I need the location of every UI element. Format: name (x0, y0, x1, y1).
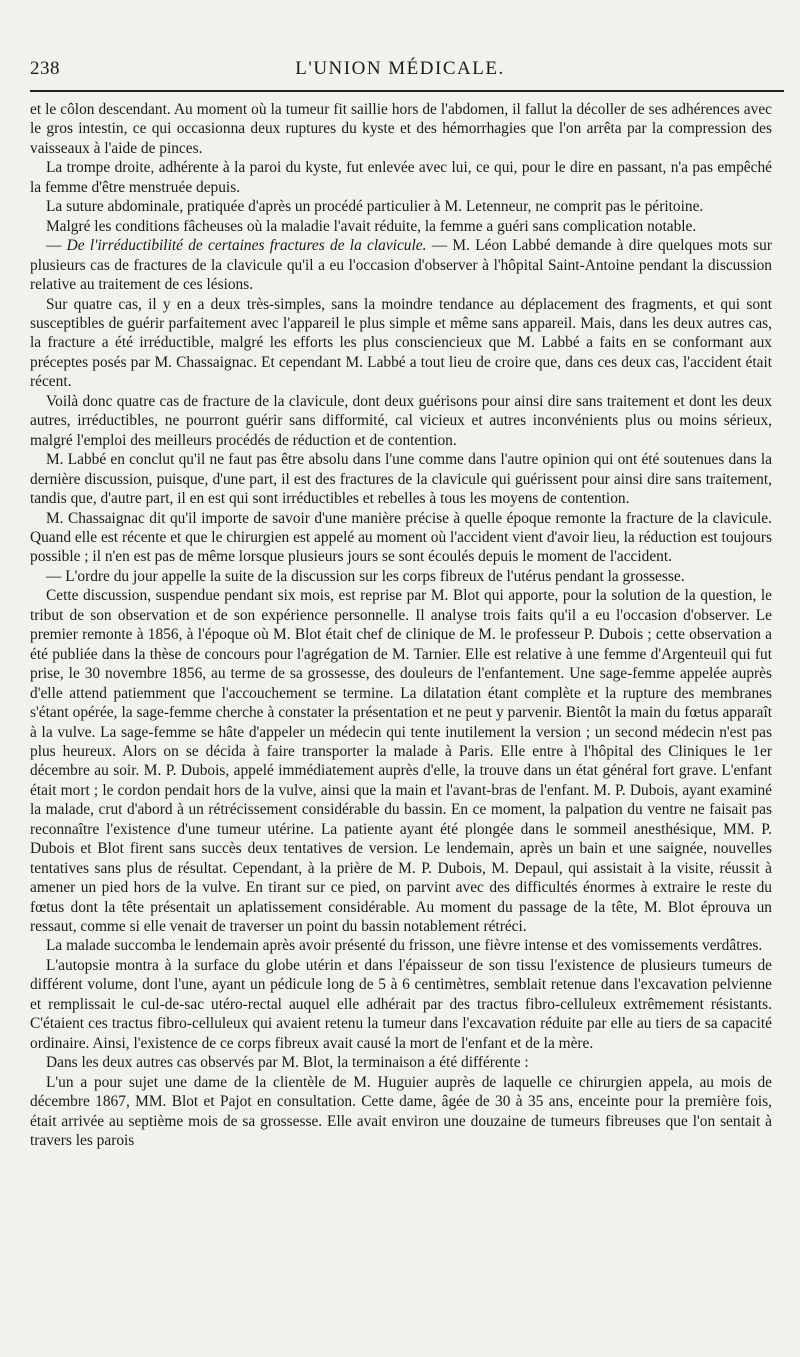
paragraph: Voilà donc quatre cas de fracture de la clavicule, dont deux guérisons pour ainsi dire sans traitement et dont les deux autres, irréductibles, ne pourront guérir sans difformité, cal vicieux et autres inconvénients plus ou moins sérieux, malgré l'emploi des meilleurs procédés de réduction et de contention. (30, 392, 772, 449)
running-title: L'UNION MÉDICALE. (295, 58, 505, 79)
paragraph: La trompe droite, adhérente à la paroi du kyste, fut enlevée avec lui, ce qui, pour le dire en passant, n'a pas empêché la femme d'être menstruée depuis. (30, 159, 772, 196)
header-rule (30, 90, 784, 92)
paragraph: Sur quatre cas, il y en a deux très-simples, sans la moindre tendance au déplacement des fragments, et qui sont susceptibles de guérir parfaitement avec l'appareil le plus simple et même sans appareil. Mais, dans les deux autres cas, la fracture a été irréductible, malgré les efforts les plus consciencieux que M. Labbé a faits en se conformant aux préceptes posés par M. Chassaignac. Et cependant M. Labbé a tout lieu de croire que, dans ces deux cas, l'accident était récent. (30, 295, 772, 391)
section-heading: De l'irréductibilité de certaines fractures de la clavicule. (66, 237, 427, 255)
page-number: 238 (30, 58, 60, 79)
paragraph: M. Labbé en conclut qu'il ne faut pas être absolu dans l'une comme dans l'autre opinion qui ont été soutenues dans la dernière discussion, puisque, d'une part, il est des fractures de la clavicule qui guérissent pour ainsi dire sans traitement, tandis que, d'autre part, il en est qui sont irréductibles et rebelles à tous les moyens de contention. (30, 451, 772, 508)
paragraph: Dans les deux autres cas observés par M. Blot, la terminaison a été différente : (46, 1054, 529, 1072)
section-text: M. Léon Labbé demande à dire quelques mots sur plusieurs cas de fractures de la clavicule qu'il a eu l'occasion d'observer à l'hôpital Saint-Antoine pendant la discussion relative au traitement de ces lésions. (30, 237, 772, 294)
paragraph: La suture abdominale, pratiquée d'après un procédé particulier à M. Letenneur, ne comprit pas le péritoine. (46, 198, 704, 216)
paragraph: L'autopsie montra à la surface du globe utérin et dans l'épaisseur de son tissu l'existence de plusieurs tumeurs de différent volume, dont l'une, ayant un pédicule long de 5 à 6 centimètres, semblait retenue dans l'excavation pelvienne et remplissait le cul-de-sac utéro-rectal auquel elle adhérait par des tractus fibro-celluleux extrêmement résistants. C'étaient ces tractus fibro-celluleux qui avaient retenu la tumeur dans l'excavation réduite par elle au tiers de sa capacité ordinaire. Ainsi, l'existence de ce corps fibreux avait causé la mort de l'enfant et de la mère. (30, 956, 772, 1052)
paragraph: M. Chassaignac dit qu'il importe de savoir d'une manière précise à quelle époque remonte la fracture de la clavicule. Quand elle est récente et que le chirurgien est appelé au moment où l'accident vient d'avoir lieu, la réduction est toujours possible ; il n'en est pas de même lorsque plusieurs jours se sont écoulés depuis le moment de l'accident. (30, 509, 772, 566)
paragraph: Malgré les conditions fâcheuses où la maladie l'avait réduite, la femme a guéri sans complication notable. (46, 217, 697, 235)
paragraph: et le côlon descendant. Au moment où la tumeur fit saillie hors de l'abdomen, il fallut la décoller de ses adhérences avec le gros intestin, ce qui occasionna deux ruptures du kyste et des hémorrhagies que l'on arrêta par la compression des vaisseaux à l'aide de pinces. (30, 101, 772, 157)
page-header (30, 58, 770, 88)
paragraph: Cette discussion, suspendue pendant six mois, est reprise par M. Blot qui apporte, pour la solution de la question, le tribut de son observation et de son expérience personnelle. Il analyse trois faits qu'il a eu l'occasion d'observer. Le premier remonte à 1856, à l'époque où M. Blot était chef de clinique de M. le professeur P. Dubois ; cette observation a été publiée dans la thèse de concours pour l'agrégation de M. Tarnier. Elle est relative à une femme d'Argenteuil qui fut prise, le 30 novembre 1856, au terme de sa grossesse, des douleurs de l'enfantement. Une sage-femme appelée auprès d'elle attend patiemment que l'accouchement se termine. La dilatation étant complète et la rupture des membranes s'étant opérée, la sage-femme cherche à constater la présentation et ne peut y parvenir. Bientôt la main du fœtus apparaît à la vulve. La sage-femme se hâte d'appeler un médecin qui tente inutilement la version ; un second médecin n'est pas plus heureux. Alors on se décida à faire transporter la malade à Paris. Elle entre à l'hôpital des Cliniques le 1er décembre au soir. M. P. Dubois, appelé immédiatement auprès d'elle, la trouve dans un état général fort grave. L'enfant était mort ; le cordon pendait hors de la vulve, ainsi que la main et l'avant-bras de l'enfant. M. P. Dubois, ayant examiné la malade, crut d'abord à un rétrécissement considérable du bassin. En ce moment, la palpation du ventre ne faisait pas reconnaître l'existence d'une tumeur utérine. La patiente ayant été plongée dans le sommeil anesthésique, MM. P. Dubois et Blot firent sans succès deux tentatives de version. Le lendemain, après un bain et une saignée, nouvelles tentatives sans plus de résultat. Cependant, à la prière de M. P. Dubois, M. Depaul, qui assistait à la visite, réussit à amener un pied hors de la vulve. En tirant sur ce pied, on parvint avec des difficultés énormes à extraire le reste du fœtus dont la tête présentait un aplatissement considérable. Au moment du passage de la tête, M. Blot éprouva un ressaut, comme si elle venait de traverser un point du bassin notablement rétréci. (30, 587, 772, 936)
paragraph: La malade succomba le lendemain après avoir présenté du frisson, une fièvre intense et des vomissements verdâtres. (46, 937, 763, 955)
paragraph: — L'ordre du jour appelle la suite de la discussion sur les corps fibreux de l'utérus pendant la grossesse. (46, 567, 685, 585)
section-paragraph: — De l'irréductibilité de certaines fractures de la clavicule. — M. Léon Labbé demande à dire quelques mots sur plusieurs cas de fractures de la clavicule qu'il a eu l'occasion d'observer à l'hôpital Saint-Antoine pendant la discussion relative au traitement de ces lésions. (30, 237, 772, 294)
paragraph: L'un a pour sujet une dame de la clientèle de M. Huguier auprès de laquelle ce chirurgien appela, au mois de décembre 1867, MM. Blot et Pajot en consultation. Cette dame, âgée de 30 à 35 ans, enceinte pour la première fois, était arrivée au septième mois de sa grossesse. Elle avait environ une douzaine de tumeurs fibreuses que l'on sentait à travers les parois (30, 1073, 772, 1150)
article-body (30, 100, 772, 1150)
